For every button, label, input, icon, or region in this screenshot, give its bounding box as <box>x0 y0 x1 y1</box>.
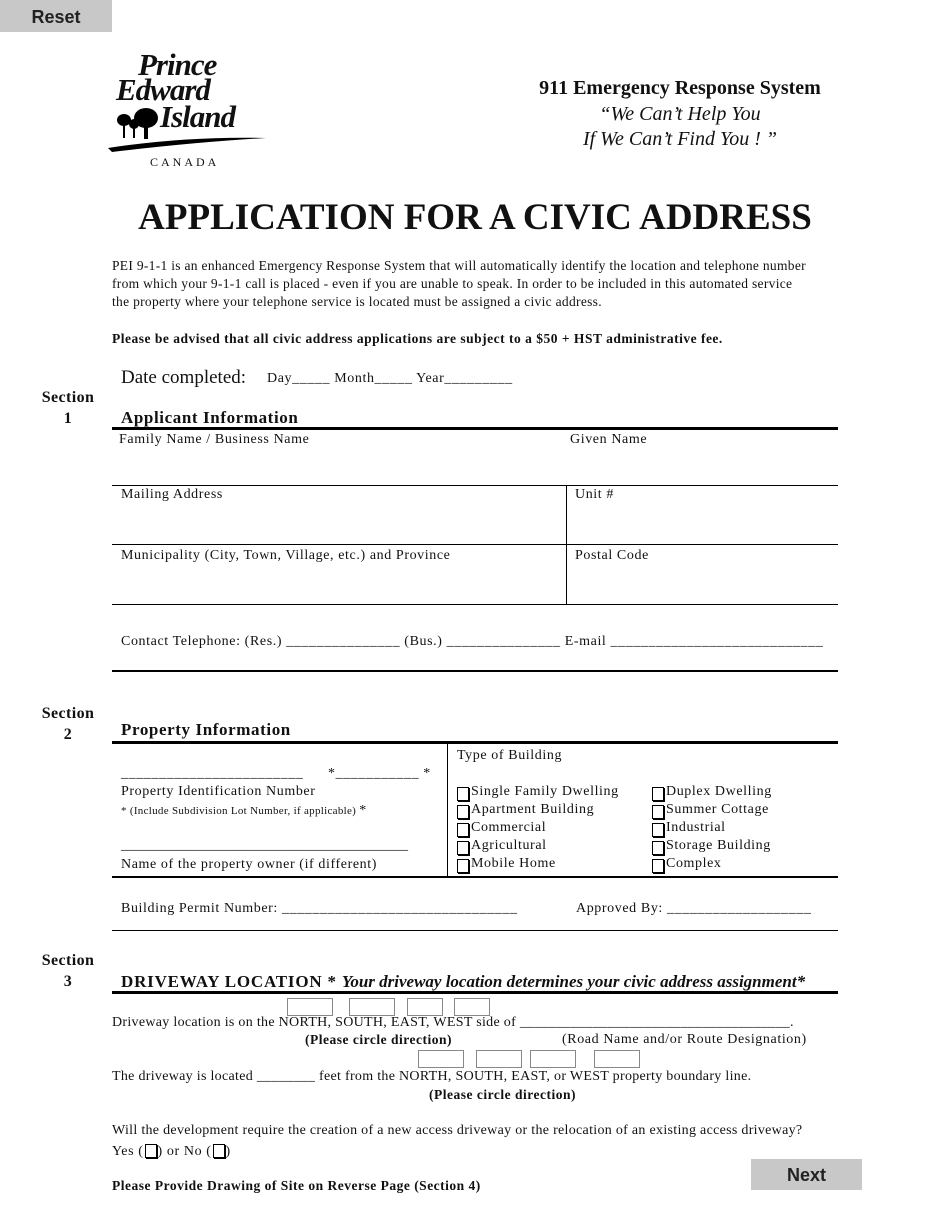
access-driveway-question: Will the development require the creation of a new access driveway or the relocation of an existing access driveway? <box>112 1123 803 1138</box>
circle-direction-2: (Please circle direction) <box>429 1087 576 1102</box>
intro-line-2: from which your 9-1-1 call is placed - even if you are unable to speak. In order to be included in this automated service <box>112 276 793 291</box>
type-industrial: Industrial <box>666 820 726 835</box>
driveway-distance-line[interactable]: The driveway is located ________ feet from the NORTH, SOUTH, EAST, or WEST property boundary line. <box>112 1069 752 1084</box>
property-id-label: Property Identification Number <box>121 784 316 799</box>
logo-text-prince: Prince <box>138 47 217 82</box>
pid-note-star: * <box>359 803 367 818</box>
driveway-heading-italic: Your driveway location determines your civic address assignment* <box>341 972 806 991</box>
page-title: APPLICATION FOR A CIVIC ADDRESS <box>138 197 812 238</box>
approved-by-field[interactable]: Approved By: ___________________ <box>576 901 812 916</box>
owner-name-blank[interactable]: _________________________________________ <box>121 838 408 853</box>
owner-name-label: Name of the property owner (if different) <box>121 857 378 872</box>
building-permit-field[interactable]: Building Permit Number: _______________________________ <box>121 901 518 916</box>
pid-note-text: * (Include Subdivision Lot Number, if applicable) <box>121 805 357 817</box>
section-2-heading: Property Information <box>121 720 291 739</box>
checkbox-no[interactable] <box>213 1144 225 1158</box>
logo-text-edward: Edward <box>116 72 210 107</box>
direction-box-east[interactable] <box>407 998 443 1016</box>
reset-button[interactable]: Reset <box>0 0 112 32</box>
fee-notice: Please be advised that all civic address applications are subject to a $50 + HST administrative fee. <box>112 331 723 346</box>
section-number: 1 <box>63 410 73 427</box>
postal-code-field[interactable]: Postal Code <box>575 548 649 563</box>
date-fields[interactable]: Day_____ Month_____ Year_________ <box>267 371 513 386</box>
section-1-label <box>33 387 103 429</box>
intro-line-3: the property where your telephone service is located must be assigned a civic address. <box>112 294 602 309</box>
driveway-side-line[interactable]: Driveway location is on the NORTH, SOUTH, EAST, WEST side of _____________________________________. <box>112 1015 794 1030</box>
type-mobile-home: Mobile Home <box>471 856 556 871</box>
driveway-heading-bold: DRIVEWAY LOCATION * <box>121 972 342 991</box>
unit-field[interactable]: Unit # <box>575 487 614 502</box>
circle-direction-1: (Please circle direction) <box>305 1032 452 1047</box>
slogan-line-2: If We Can’t Find You ! ” <box>582 128 778 150</box>
property-id-blank[interactable]: ________________________ *___________ * <box>121 766 431 781</box>
section-1-heading: Applicant Information <box>121 408 299 427</box>
checkbox-duplex[interactable] <box>652 787 664 801</box>
slogan-line-1: “We Can’t Help You <box>599 103 761 125</box>
type-agricultural: Agricultural <box>471 838 547 853</box>
section-2-label <box>33 703 103 745</box>
direction-box-north[interactable] <box>287 998 333 1016</box>
section-number: 3 <box>63 973 73 990</box>
boundary-box-north[interactable] <box>418 1050 464 1068</box>
checkbox-single-family[interactable] <box>457 787 469 801</box>
checkbox-mobile-home[interactable] <box>457 859 469 873</box>
or-no-label: ) or No ( <box>157 1144 212 1159</box>
type-commercial: Commercial <box>471 820 547 835</box>
system-title: 911 Emergency Response System <box>539 77 821 99</box>
given-name-field[interactable]: Given Name <box>570 432 648 447</box>
checkbox-complex[interactable] <box>652 859 664 873</box>
logo-canada: CANADA <box>150 155 220 169</box>
mailing-address-field[interactable]: Mailing Address <box>121 487 223 502</box>
logo-text-island: Island <box>160 99 235 134</box>
type-duplex: Duplex Dwelling <box>666 784 772 799</box>
road-name-caption: (Road Name and/or Route Designation) <box>562 1032 807 1047</box>
building-type-label: Type of Building <box>457 748 563 763</box>
checkbox-apartment[interactable] <box>457 805 469 819</box>
section-number: 2 <box>63 726 73 743</box>
section-3-heading <box>121 972 805 992</box>
next-button[interactable]: Next <box>751 1159 862 1190</box>
section-word: Section <box>41 705 95 722</box>
section-word: Section <box>41 952 95 969</box>
direction-box-west[interactable] <box>454 998 490 1016</box>
type-storage: Storage Building <box>666 838 771 853</box>
checkbox-yes[interactable] <box>145 1144 157 1158</box>
footer-note: Please Provide Drawing of Site on Reverse Page (Section 4) <box>112 1178 481 1193</box>
yes-no-row <box>112 1141 231 1160</box>
section-word: Section <box>41 389 95 406</box>
boundary-box-east[interactable] <box>530 1050 576 1068</box>
property-id-note <box>121 803 367 819</box>
logo-swoosh <box>106 134 271 154</box>
contact-telephone-field[interactable]: Contact Telephone: (Res.) _______________ (Bus.) _______________ E-mail ____________________________ <box>121 634 824 649</box>
boundary-box-west[interactable] <box>594 1050 640 1068</box>
checkbox-storage[interactable] <box>652 841 664 855</box>
municipality-field[interactable]: Municipality (City, Town, Village, etc.) and Province <box>121 548 451 563</box>
date-label: Date completed: <box>121 367 247 388</box>
type-single-family: Single Family Dwelling <box>471 784 619 799</box>
type-apartment: Apartment Building <box>471 802 595 817</box>
close-paren: ) <box>225 1144 231 1159</box>
direction-box-south[interactable] <box>349 998 395 1016</box>
type-summer-cottage: Summer Cottage <box>666 802 769 817</box>
checkbox-commercial[interactable] <box>457 823 469 837</box>
checkbox-agricultural[interactable] <box>457 841 469 855</box>
boundary-box-south[interactable] <box>476 1050 522 1068</box>
pei-logo <box>104 47 274 175</box>
checkbox-industrial[interactable] <box>652 823 664 837</box>
yes-label: Yes ( <box>112 1144 144 1159</box>
intro-line-1: PEI 9-1-1 is an enhanced Emergency Response System that will automatically identify the location and telephone number <box>112 258 806 273</box>
checkbox-summer-cottage[interactable] <box>652 805 664 819</box>
section-3-label <box>33 950 103 992</box>
type-complex: Complex <box>666 856 722 871</box>
family-name-field[interactable]: Family Name / Business Name <box>119 432 310 447</box>
